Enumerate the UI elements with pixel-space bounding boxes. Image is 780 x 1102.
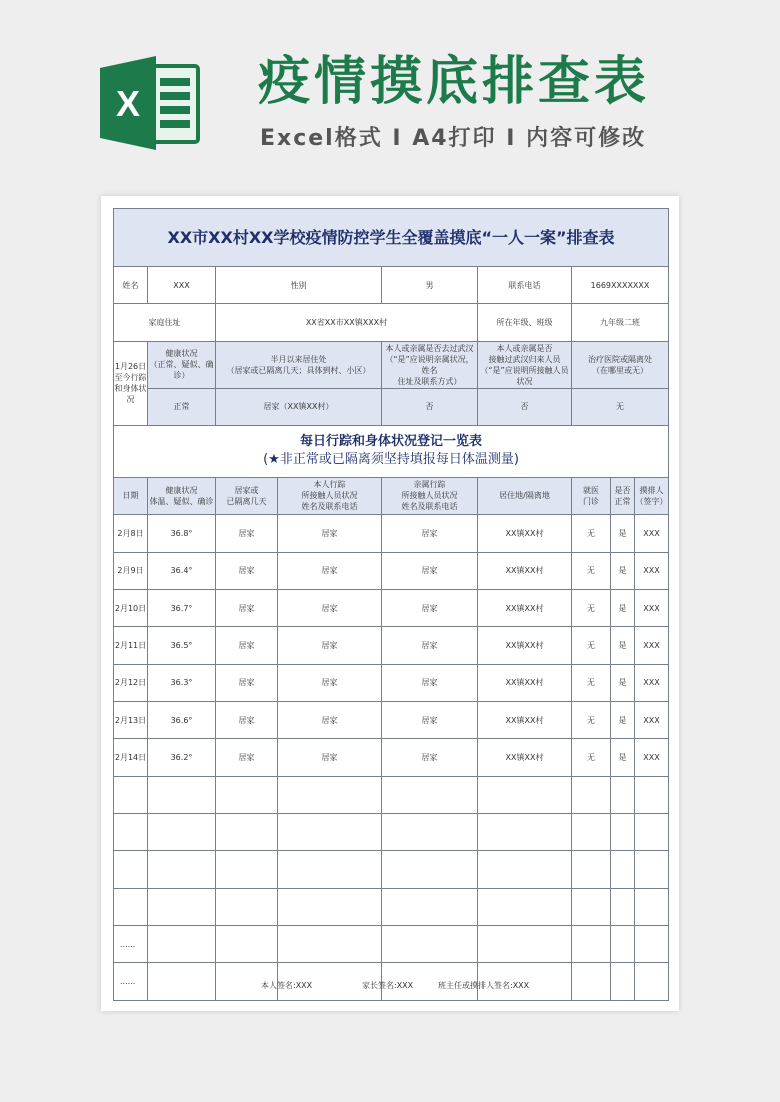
blank-row (114, 926, 669, 963)
cell-self-track: 居家 (278, 589, 382, 626)
cell-checker: XXX (635, 664, 669, 701)
residence-value: 居家（XX镇XX村） (216, 388, 382, 425)
blank-cell (278, 776, 382, 813)
blank-cell (278, 814, 382, 851)
blank-cell (148, 776, 216, 813)
cell-family-track: 居家 (382, 664, 478, 701)
column-header-self-track: 本人行踪 所接触人员状况 姓名及联系电话 (278, 477, 382, 514)
blank-cell (278, 851, 382, 888)
blank-cell (478, 851, 572, 888)
cell-normal: 是 (611, 701, 635, 738)
blank-cell (611, 963, 635, 1001)
blank-row (114, 851, 669, 888)
cell-isolation: 居家 (216, 515, 278, 552)
column-header-residence: 居住地/隔离地 (478, 477, 572, 514)
cell-date: 2月8日 (114, 515, 148, 552)
cell-family-track: 居家 (382, 515, 478, 552)
cell-health: 36.4° (148, 552, 216, 589)
blank-cell (382, 776, 478, 813)
cell-isolation: 居家 (216, 739, 278, 776)
blank-cell (114, 776, 148, 813)
blank-cell (611, 926, 635, 963)
blank-cell (611, 814, 635, 851)
cell-checker: XXX (635, 515, 669, 552)
blank-cell (278, 926, 382, 963)
cell-normal: 是 (611, 589, 635, 626)
column-header-isolation: 居家或 已隔离几天 (216, 477, 278, 514)
cell-checker: XXX (635, 701, 669, 738)
status-header-row (114, 341, 669, 388)
hospital-value: 无 (572, 388, 669, 425)
banner-subtitle: Excel格式 I A4打印 I 内容可修改 (260, 126, 647, 151)
info-row (114, 267, 669, 304)
cell-family-track: 居家 (382, 552, 478, 589)
column-header-normal: 是否 正常 (611, 477, 635, 514)
blank-cell (148, 888, 216, 925)
cell-date: 2月12日 (114, 664, 148, 701)
cell-normal: 是 (611, 664, 635, 701)
health-header: 健康状况 （正常、疑似、确诊） (148, 341, 216, 388)
status-value-row (114, 388, 669, 425)
cell-residence: XX镇XX村 (478, 627, 572, 664)
table-row (114, 739, 669, 776)
blank-cell (572, 888, 611, 925)
wuhan-contact-value: 否 (478, 388, 572, 425)
blank-cell (148, 963, 216, 1001)
cell-isolation: 居家 (216, 701, 278, 738)
cell-date: 2月9日 (114, 552, 148, 589)
cell-clinic: 无 (572, 739, 611, 776)
cell-isolation: 居家 (216, 627, 278, 664)
blank-cell (572, 851, 611, 888)
cell-residence: XX镇XX村 (478, 552, 572, 589)
blank-cell (611, 851, 635, 888)
column-header-date: 日期 (114, 477, 148, 514)
cell-residence: XX镇XX村 (478, 589, 572, 626)
table-row (114, 589, 669, 626)
column-header-family-track: 亲属行踪 所接触人员状况 姓名及联系电话 (382, 477, 478, 514)
blank-cell (216, 926, 278, 963)
value-phone: 1669XXXXXXX (572, 267, 669, 304)
blank-cell (635, 814, 669, 851)
cell-clinic: 无 (572, 627, 611, 664)
blank-cell (382, 926, 478, 963)
label-grade: 所在年级、班级 (478, 304, 572, 341)
label-address: 家庭住址 (114, 304, 216, 341)
table-row (114, 664, 669, 701)
daily-column-header-row (114, 477, 669, 514)
cell-date: 2月14日 (114, 739, 148, 776)
cell-normal: 是 (611, 739, 635, 776)
blank-cell (114, 851, 148, 888)
cell-isolation: 居家 (216, 664, 278, 701)
daily-log-title: 每日行踪和身体状况登记一览表 (★非正常或已隔离须坚持填报每日体温测量) (114, 425, 669, 477)
logo-letter: X (115, 83, 141, 124)
blank-cell (572, 814, 611, 851)
ellipsis-cell: ...... (114, 926, 148, 963)
hospital-header: 治疗医院或隔离处 （在哪里或无） (572, 341, 669, 388)
cell-clinic: 无 (572, 552, 611, 589)
cell-checker: XXX (635, 552, 669, 589)
cell-residence: XX镇XX村 (478, 664, 572, 701)
blank-cell (148, 851, 216, 888)
cell-family-track: 居家 (382, 589, 478, 626)
cell-self-track: 居家 (278, 627, 382, 664)
health-value: 正常 (148, 388, 216, 425)
cell-isolation: 居家 (216, 552, 278, 589)
cell-self-track: 居家 (278, 552, 382, 589)
excel-logo-icon (100, 56, 200, 150)
blank-cell (216, 776, 278, 813)
blank-cell (635, 851, 669, 888)
cell-clinic: 无 (572, 589, 611, 626)
cell-health: 36.5° (148, 627, 216, 664)
signature-teacher: 班主任或摸排人签名:XXX (438, 981, 530, 990)
cell-residence: XX镇XX村 (478, 515, 572, 552)
signature-self: 本人签名:XXX (261, 981, 313, 990)
blank-row (114, 814, 669, 851)
blank-cell (216, 814, 278, 851)
cell-clinic: 无 (572, 701, 611, 738)
ellipsis-cell: ...... (114, 963, 148, 1001)
cell-isolation: 居家 (216, 589, 278, 626)
blank-cell (635, 926, 669, 963)
cell-residence: XX镇XX村 (478, 701, 572, 738)
cell-clinic: 无 (572, 664, 611, 701)
table-row (114, 515, 669, 552)
blank-cell (478, 814, 572, 851)
blank-cell (382, 888, 478, 925)
label-gender: 性别 (216, 267, 382, 304)
label-name: 姓名 (114, 267, 148, 304)
sheet-paper (101, 196, 679, 1011)
value-grade: 九年级二班 (572, 304, 669, 341)
cell-checker: XXX (635, 739, 669, 776)
blank-cell (611, 776, 635, 813)
blank-cell (216, 888, 278, 925)
blank-row (114, 776, 669, 813)
cell-normal: 是 (611, 627, 635, 664)
cell-date: 2月11日 (114, 627, 148, 664)
screening-table (113, 208, 669, 1001)
cell-self-track: 居家 (278, 515, 382, 552)
table-row (114, 627, 669, 664)
blank-cell (114, 888, 148, 925)
cell-health: 36.6° (148, 701, 216, 738)
wuhan-visit-header: 本人或亲属是否去过武汉 （“是”应说明亲属状况，姓名 住址及联系方式） (382, 341, 478, 388)
blank-cell (572, 926, 611, 963)
column-header-health: 健康状况 体温、疑似、确诊 (148, 477, 216, 514)
cell-residence: XX镇XX村 (478, 739, 572, 776)
cell-health: 36.3° (148, 664, 216, 701)
blank-cell (478, 888, 572, 925)
table-row (114, 552, 669, 589)
blank-cell (572, 963, 611, 1001)
signature-parent: 家长签名:XXX (362, 981, 414, 990)
cell-self-track: 居家 (278, 664, 382, 701)
cell-date: 2月10日 (114, 589, 148, 626)
blank-cell (635, 963, 669, 1001)
blank-cell (611, 888, 635, 925)
cell-normal: 是 (611, 515, 635, 552)
sheet-title: XX市XX村XX学校疫情防控学生全覆盖摸底“一人一案”排查表 (114, 209, 669, 267)
blank-cell (478, 926, 572, 963)
value-name: XXX (148, 267, 216, 304)
cell-date: 2月13日 (114, 701, 148, 738)
blank-cell (382, 851, 478, 888)
column-header-checker: 摸排人 （签字） (635, 477, 669, 514)
cell-family-track: 居家 (382, 701, 478, 738)
banner-title: 疫情摸底排查表 (258, 52, 651, 112)
cell-self-track: 居家 (278, 701, 382, 738)
blank-cell (478, 776, 572, 813)
cell-self-track: 居家 (278, 739, 382, 776)
wuhan-visit-value: 否 (382, 388, 478, 425)
period-label: 1月26日至今行踪和身体状况 (114, 341, 148, 425)
blank-cell (216, 851, 278, 888)
residence-header: 半月以来居住处 （居家或已隔离几天；具体到村、小区） (216, 341, 382, 388)
value-address: XX省XX市XX镇XXX村 (216, 304, 478, 341)
blank-cell (278, 888, 382, 925)
blank-cell (114, 814, 148, 851)
label-phone: 联系电话 (478, 267, 572, 304)
info-row (114, 304, 669, 341)
blank-cell (148, 926, 216, 963)
value-gender: 男 (382, 267, 478, 304)
cell-health: 36.2° (148, 739, 216, 776)
blank-cell (572, 776, 611, 813)
cell-normal: 是 (611, 552, 635, 589)
blank-cell (635, 888, 669, 925)
cell-health: 36.7° (148, 589, 216, 626)
table-row (114, 701, 669, 738)
cell-checker: XXX (635, 589, 669, 626)
blank-cell (635, 776, 669, 813)
blank-cell (382, 814, 478, 851)
cell-checker: XXX (635, 627, 669, 664)
blank-cell (148, 814, 216, 851)
cell-health: 36.8° (148, 515, 216, 552)
column-header-clinic: 就医 门诊 (572, 477, 611, 514)
blank-row (114, 888, 669, 925)
cell-clinic: 无 (572, 515, 611, 552)
cell-family-track: 居家 (382, 627, 478, 664)
cell-family-track: 居家 (382, 739, 478, 776)
wuhan-contact-header: 本人或亲属是否 接触过武汉归来人员 （“是”应说明所接触人员状况 (478, 341, 572, 388)
